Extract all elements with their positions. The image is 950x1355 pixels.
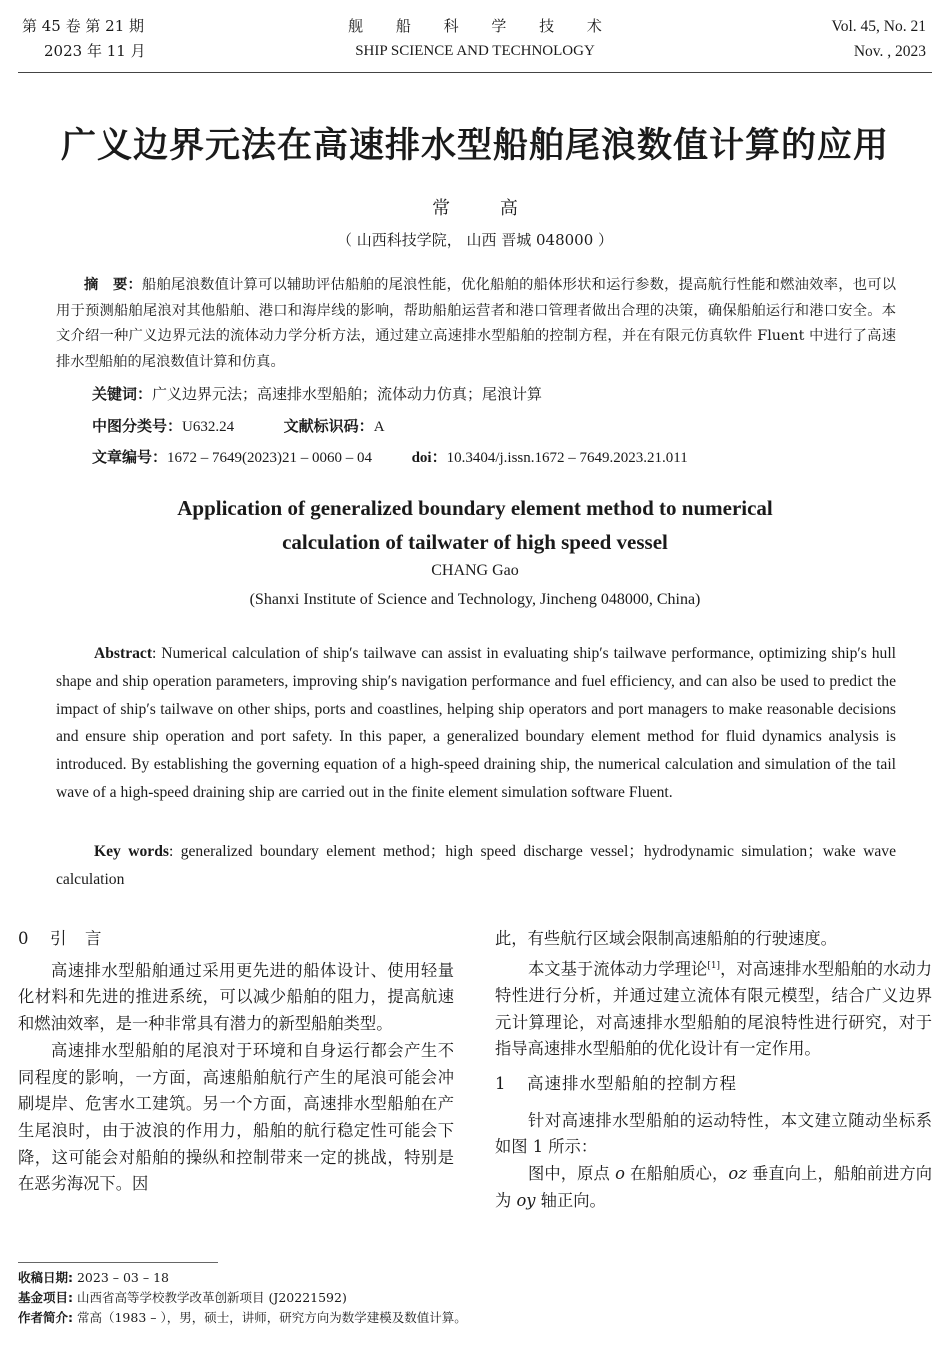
journal-name-en: SHIP SCIENCE AND TECHNOLOGY [355,43,595,59]
author-en: CHANG Gao [431,562,519,579]
abstract-cn-text: 船舶尾浪数值计算可以辅助评估船舶的尾浪性能，优化船舶的船体形状和运行参数，提高航行性能和燃油效率，也可以用于预测船舶尾浪对其他船舶、港口和海岸线的影响，帮助船舶运营者和港口管理者做出合理的决策，确保船舶运行和港口安全。本文介绍一种广义边界元法的流体动力学分析方法，通过建立高速排水型船舶的控制方程，并在有限元仿真软件 Fluent 中进行了高速排水型船舶的尾浪数值计算和仿真。 [56,277,896,370]
doc-code-value: A [373,419,385,435]
section-1-paragraph-2 [495,1161,932,1214]
footnote-divider [18,1262,218,1263]
fund-value: 山西省高等学校教学改革创新项目 (J20221592) [73,1290,347,1305]
doi-label: doi： [411,450,447,466]
date-en: Nov. , 2023 [853,43,926,60]
abstract-en [56,640,896,807]
clc-value: U632.24 [182,419,235,435]
author-bio-value: 常高（1983 – ），男，硕士，讲师，研究方向为数学建模及数值计算。 [73,1310,467,1325]
abstract-en-text: : Numerical calculation of ship′s tailwave can assist in evaluating ship′s tailwave performance, optimizing ship′s hull shape and ship operation parameters, improving ship′s navigation performance and fuel efficiency, and can also be used to predict the impact of ship′s tailwave on other ships, ports and coastlines, helping ship operators and port managers to make reasonable decisions and ensure ship operation and port safety. In this paper, a generalized boundary element method for fluid dynamics analysis is introduced. By establishing the governing equation of a high-speed draining ship, the numerical calculation and simulation of the tail wave of a high-speed draining ship are carried out in the finite element simulation software Fluent. [56,645,896,801]
s1p2-part-d: 轴正向。 [535,1190,606,1210]
section-0-number: 0 [18,929,29,948]
intro-paragraph-1: 高速排水型船舶通过采用更先进的船体设计、使用轻量化材料和先进的推进系统，可以减少船舶的阻力，提高航速和燃油效率，是一种非常具有潜力的新型船舶类型。 [18,960,454,1034]
section-1-heading [495,1071,932,1098]
section-1-number: 1 [495,1073,506,1093]
doi-value: 10.3404/j.issn.1672 – 7649.2023.21.011 [446,450,688,466]
journal-name-cn: 舰 船 科 学 技 术 [348,17,616,35]
author-cn: 常 高 [432,198,540,219]
s1p2-part-b: 在船舶质心， [624,1164,729,1184]
header-divider [18,72,932,73]
abstract-cn [56,273,896,375]
paper-title-en-line2: calculation of tailwater of high speed vessel [282,530,668,554]
fund-label: 基金项目: [18,1290,73,1305]
received-label: 收稿日期: [18,1270,73,1285]
intro-paragraph-2: 高速排水型船舶的尾浪对于环境和自身运行都会产生不同程度的影响，一方面，高速船舶航行产生的尾浪可能会冲刷堤岸、危害水工建筑。另一个方面，高速排水型船舶在产生尾浪时，由于波浪的作用力，船舶的航行稳定性可能会下降，这可能会对船舶的操纵和控制带来一定的挑战，特别是在恶劣海况下。因 [18,1040,454,1194]
section-1-title: 高速排水型船舶的控制方程 [527,1073,737,1093]
citation-ref-1[interactable]: [1] [707,960,721,971]
paper-title-en [0,491,950,559]
left-column [18,926,454,1198]
header-volume-en [832,14,926,64]
article-id-line [92,446,688,467]
keywords-cn [92,383,542,404]
footnote-received [18,1268,467,1288]
footnote-author [18,1308,467,1328]
paper-title-en-line1: Application of generalized boundary element method to numerical [177,496,773,520]
symbol-o: o [615,1164,625,1184]
article-no-value: 1672 – 7649(2023)21 – 0060 – 04 [167,450,373,466]
intro-p3-part1: 本文基于流体动力学理论 [528,959,708,979]
author-bio-label: 作者简介: [18,1310,73,1325]
section-1-paragraph-1: 针对高速排水型船舶的运动特性，本文建立随动坐标系如图 1 所示： [495,1110,932,1157]
section-0-title: 引 言 [50,929,103,948]
s1p2-part-a: 图中，原点 [528,1164,616,1184]
article-no-label: 文章编号： [92,448,168,466]
footnotes [18,1268,467,1328]
affiliation-cn: （ 山西科技学院， 山西 晋城 048000 ） [336,231,614,249]
volume-issue-cn: 第 45 卷 第 21 期 [22,17,145,35]
abstract-en-label: Abstract [94,645,153,662]
volume-issue-en: Vol. 45, No. 21 [831,18,926,35]
section-0-heading [18,926,454,953]
affiliation-en: (Shanxi Institute of Science and Technology, Jincheng 048000, China) [249,591,701,608]
intro-paragraph-2-cont: 此，有些航行区域会限制高速船舶的行驶速度。 [495,929,837,948]
right-column [495,926,932,1214]
paper-title-cn: 广义边界元法在高速排水型船舶尾浪数值计算的应用 [60,126,889,166]
footnote-fund [18,1288,467,1308]
symbol-oy: oy [516,1190,536,1210]
intro-p3-part2: ，对高速排水型船舶的水动力特性进行分析，并通过建立流体有限元模型，结合广义边界元计算理论，对高速排水型船舶的尾浪特性进行研究，对于指导高速排水型船舶的优化设计有一定作用。 [495,959,932,1059]
symbol-oz: oz [728,1164,747,1184]
clc-label: 中图分类号： [92,417,183,435]
keywords-cn-label: 关键词： [92,385,153,403]
keywords-en [56,838,896,894]
keywords-en-text: : generalized boundary element method；high speed discharge vessel；hydrodynamic simulation；wake wave calculation [56,843,896,888]
classification-line [92,415,385,436]
date-cn: 2023 年 11 月 [44,42,146,60]
received-value: 2023 – 03 – 18 [73,1270,169,1285]
keywords-cn-text: 广义边界元法；高速排水型船舶；流体动力仿真；尾浪计算 [152,385,543,403]
header-journal [0,14,950,64]
intro-paragraph-3 [495,953,932,1063]
abstract-cn-label: 摘 要： [84,277,143,293]
keywords-en-label: Key words [94,843,169,860]
s1p2-part-c: 垂直向上，船舶前进方向为 [495,1164,932,1210]
doc-code-label: 文献标识码： [283,417,374,435]
